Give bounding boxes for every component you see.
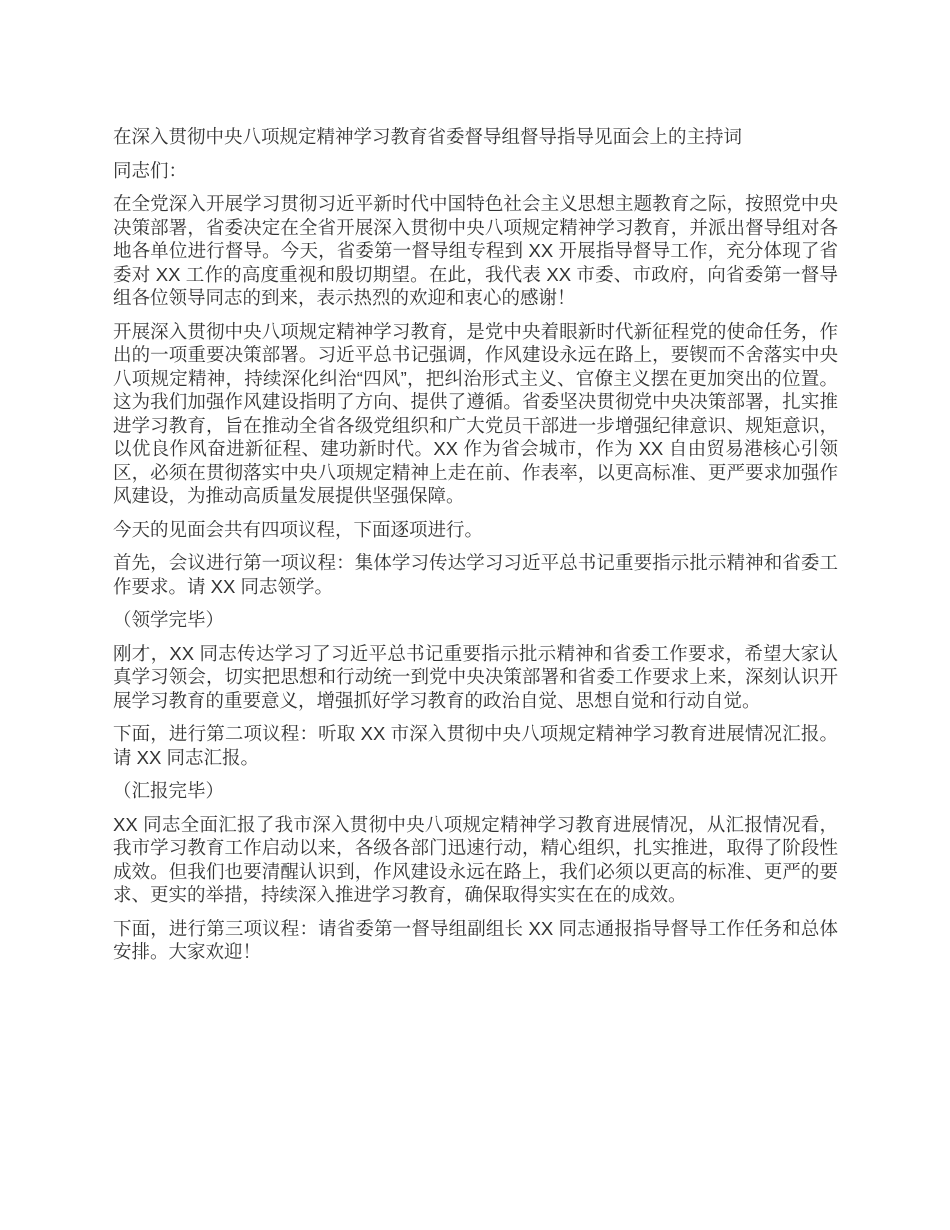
paragraph-report-summary: XX 同志全面汇报了我市深入贯彻中央八项规定精神学习教育进展情况，从汇报情况看，我市学习教育工作启动以来，各级各部门迅速行动，精心组织，扎实推进，取得了阶段性成效。但我们也要清醒认识到，作风建设永远在路上，我们必须以更高的标准、更严的要求、更实的举措，持续深入推进学习教育，确保取得实实在在的成效。 [113,813,838,905]
paragraph-salutation: 同志们： [113,159,188,181]
paragraph-agenda-intro: 今天的见面会共有四项议程，下面逐项进行。 [113,518,484,540]
paragraph-agenda-item-1: 首先，会议进行第一项议程：集体学习传达学习习近平总书记重要指示批示精神和省委工作要求。请 XX 同志领学。 [113,552,838,597]
paragraph-stage-note-report-done: （汇报完毕） [113,780,225,801]
paragraph-background: 开展深入贯彻中央八项规定精神学习教育，是党中央着眼新时代新征程党的使命任务，作出的一项重要决策部署。习近平总书记强调，作风建设永远在路上，要锲而不舍落实中央八项规定精神，持续深化纠治“四风”，把纠治形式主义、官僚主义摆在更加突出的位置。这为我们加强作风建设指明了方向、提供了遵循。省委坚决贯彻党中央决策部署，扎实推进学习教育，旨在推动全省各级党组织和广大党员干部进一步增强纪律意识、规矩意识，以优良作风奋进新征程、建功新时代。XX 作为省会城市，作为 XX 自由贸易港核心引领区，必须在贯彻落实中央八项规定精神上走在前、作表率，以更高标准、更严要求加强作风建设，为推动高质量发展提供坚强保障。 [113,320,838,506]
paragraph-study-summary: 刚才，XX 同志传达学习了习近平总书记重要指示批示精神和省委工作要求，希望大家认真学习领会，切实把思想和行动统一到党中央决策部署和省委工作要求上来，深刻认识开展学习教育的重要意义，增强抓好学习教育的政治自觉、思想自觉和行动自觉。 [113,642,838,711]
document-title: 在深入贯彻中央八项规定精神学习教育省委督导组督导指导见面会上的主持词 [113,126,743,147]
paragraph-welcome: 在全党深入开展学习贯彻习近平新时代中国特色社会主义思想主题教育之际，按照党中央决策部署，省委决定在全省开展深入贯彻中央八项规定精神学习教育，并派出督导组对各地各单位进行督导。今天，省委第一督导组专程到 XX 开展指导督导工作，充分体现了省委对 XX 工作的高度重视和殷切期望。在此，我代表 XX 市委、市政府，向省委第一督导组各位领导同志的到来，表示热烈的欢迎和衷心的感谢！ [113,193,838,308]
paragraph-agenda-item-2: 下面，进行第二项议程：听取 XX 市深入贯彻中央八项规定精神学习教育进展情况汇报。请 XX 同志汇报。 [113,723,838,768]
paragraph-stage-note-study-done: （领学完毕） [113,609,225,630]
paragraph-agenda-item-3: 下面，进行第三项议程：请省委第一督导组副组长 XX 同志通报指导督导工作任务和总体安排。大家欢迎！ [113,917,838,962]
